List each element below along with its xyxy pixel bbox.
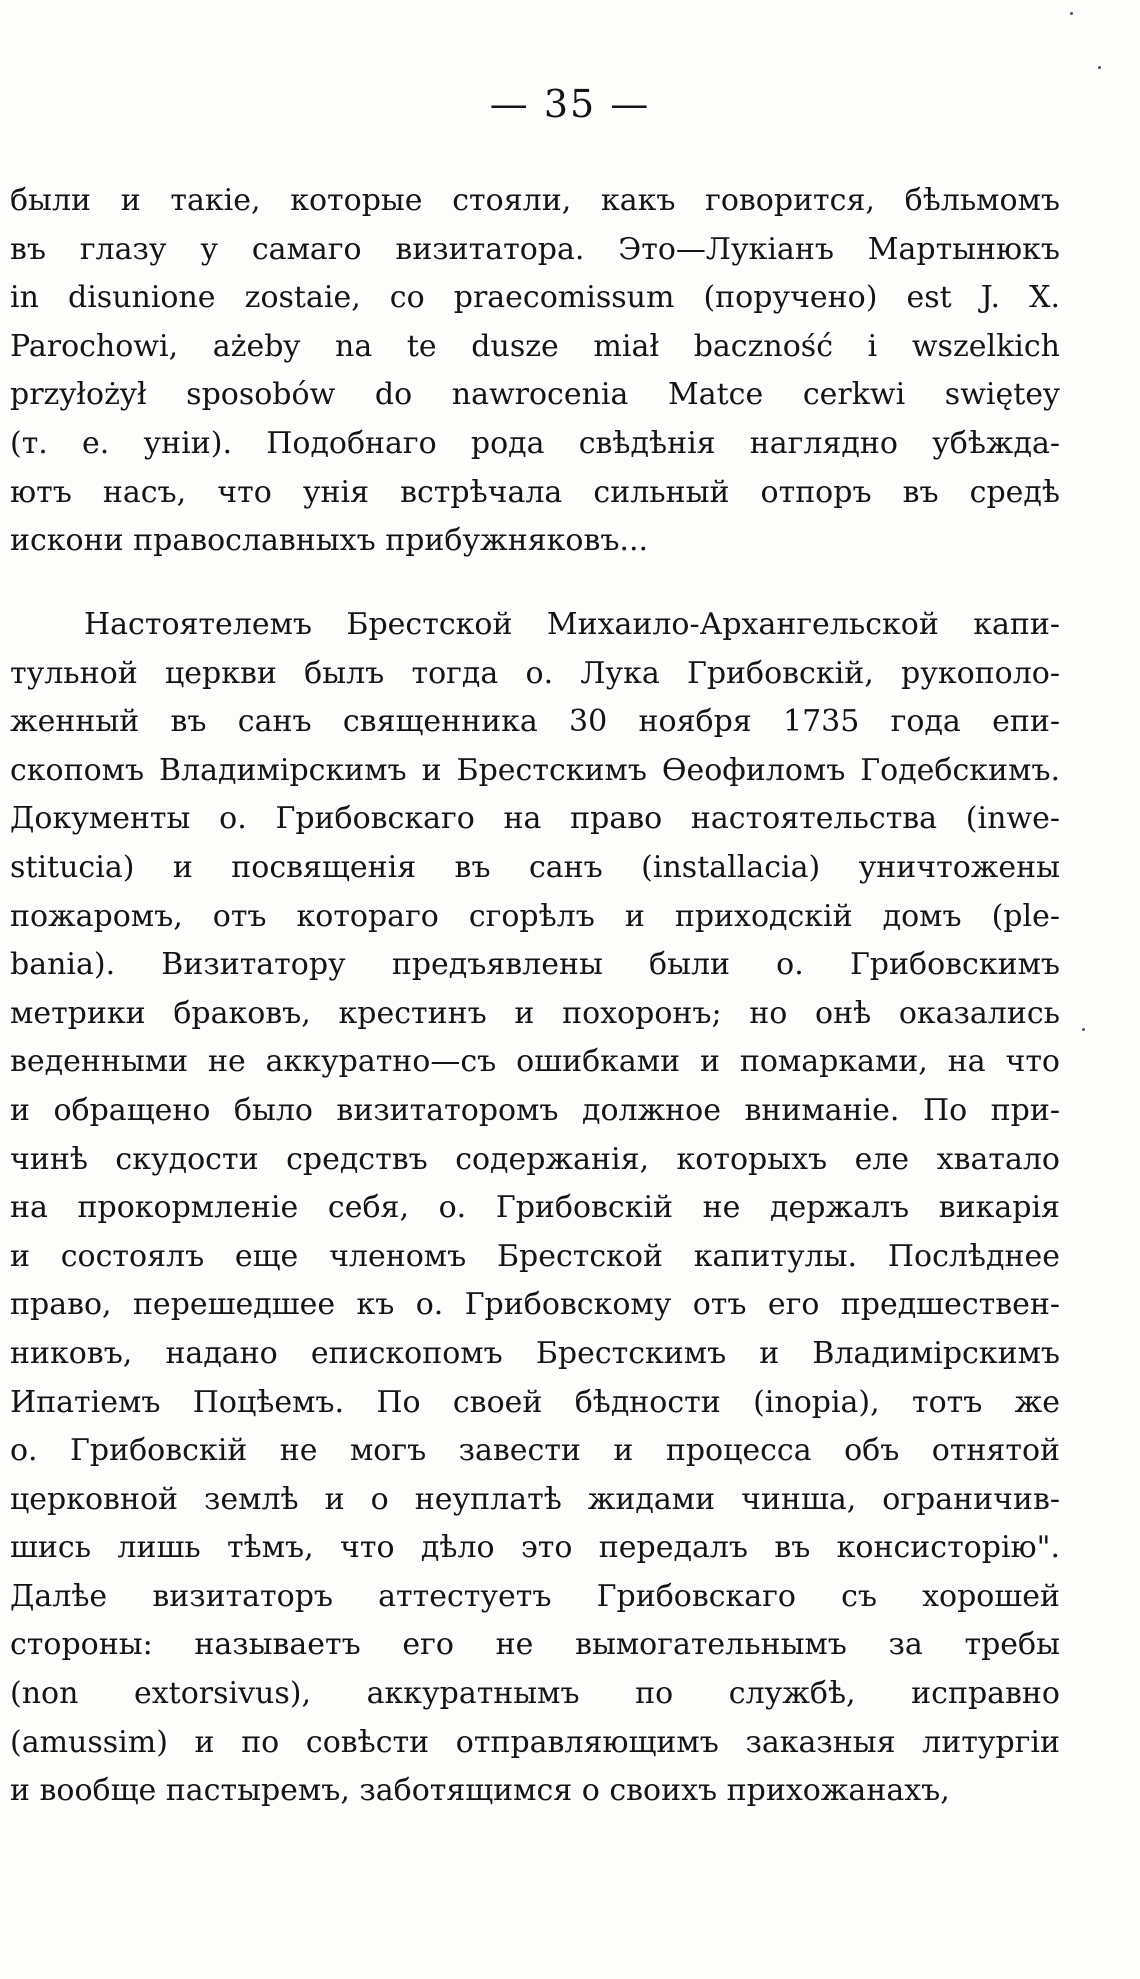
text-line: (non extorsivus), аккуратнымъ по службѣ, исправно bbox=[10, 1676, 1060, 1712]
text-line: и обращено было визитаторомъ должное вниманіе. По при- bbox=[10, 1092, 1060, 1128]
scan-speck bbox=[1098, 66, 1101, 69]
text-line: шись лишь тѣмъ, что дѣло это передалъ въ консисторію". bbox=[10, 1530, 1060, 1566]
text-line: in disunione zostaie, co praecomissum (поручено) est J. X. bbox=[10, 280, 1060, 316]
paragraph-2 bbox=[10, 601, 1060, 1816]
text-line: stitucia) и посвященія въ санъ (installacia) уничтожены bbox=[10, 849, 1060, 885]
text-line: и состоялъ еще членомъ Брестской капитулы. Послѣднее bbox=[10, 1238, 1060, 1274]
text-line: Далѣе визитаторъ аттестуетъ Грибовскаго съ хорошей bbox=[10, 1578, 1060, 1614]
text-line: метрики браковъ, крестинъ и похоронъ; но онѣ оказались bbox=[10, 995, 1060, 1031]
text-line: искони православныхъ прибужняковъ... bbox=[10, 523, 649, 559]
text-line: bania). Визитатору предъявлены были о. Грибовскимъ bbox=[10, 947, 1060, 983]
text-line: Ипатіемъ Поцѣемъ. По своей бѣдности (inopia), тотъ же bbox=[10, 1384, 1060, 1420]
text-line: przyłożył sposobów do nawrocenia Matce cerkwi swiętey bbox=[10, 377, 1060, 413]
text-line: Документы о. Грибовскаго на право настоятельства (inwe- bbox=[10, 801, 1060, 837]
text-line: пожаромъ, отъ котораго сгорѣлъ и приходскій домъ (ple- bbox=[10, 898, 1060, 934]
text-line: (т. е. уніи). Подобнаго рода свѣдѣнія наглядно убѣжда- bbox=[10, 425, 1060, 461]
text-line: скопомъ Владимірскимъ и Брестскимъ Өеофиломъ Годебскимъ. bbox=[10, 752, 1060, 788]
scan-speck bbox=[1070, 12, 1073, 15]
text-line: женный въ санъ священника 30 ноября 1735 года епи- bbox=[10, 704, 1060, 740]
text-line: и вообще пастыремъ, заботящимся о своихъ прихожанахъ, bbox=[10, 1773, 950, 1809]
paragraph-1 bbox=[10, 177, 1060, 566]
text-line: право, перешедшее къ о. Грибовскому отъ его предшествен- bbox=[10, 1287, 1060, 1323]
text-line: (amussim) и по совѣсти отправляющимъ заказныя литургіи bbox=[10, 1724, 1060, 1760]
text-line: на прокормленіе себя, о. Грибовскій не держалъ викарія bbox=[10, 1190, 1060, 1226]
text-line: тульной церкви былъ тогда о. Лука Грибовскій, рукополо- bbox=[10, 655, 1060, 691]
text-line: Parochowi, ażeby na te dusze miał baczność i wszelkich bbox=[10, 328, 1060, 364]
text-line: веденными не аккуратно—съ ошибками и помарками, на что bbox=[10, 1044, 1060, 1080]
scan-speck bbox=[1082, 1028, 1085, 1031]
text-line: были и такіе, которые стояли, какъ говорится, бѣльмомъ bbox=[10, 183, 1060, 218]
page-number: — 35 — bbox=[489, 82, 651, 126]
text-line: стороны: называетъ его не вымогательнымъ за требы bbox=[10, 1627, 1060, 1663]
text-line: о. Грибовскій не могъ завести и процесса объ отнятой bbox=[10, 1433, 1060, 1469]
text-line: никовъ, надано епископомъ Брестскимъ и Владимірскимъ bbox=[10, 1335, 1060, 1371]
text-line: церковной землѣ и о неуплатѣ жидами чинша, ограничив- bbox=[10, 1481, 1060, 1517]
text-line: чинѣ скудости средствъ содержанія, которыхъ еле хватало bbox=[10, 1141, 1060, 1177]
text-line: въ глазу у самаго визитатора. Это—Лукіанъ Мартынюкъ bbox=[10, 231, 1060, 267]
text-line: Настоятелемъ Брестской Михаило-Архангельской капи- bbox=[84, 607, 1060, 642]
text-line: ютъ насъ, что унія встрѣчала сильный отпоръ въ средѣ bbox=[10, 474, 1060, 510]
